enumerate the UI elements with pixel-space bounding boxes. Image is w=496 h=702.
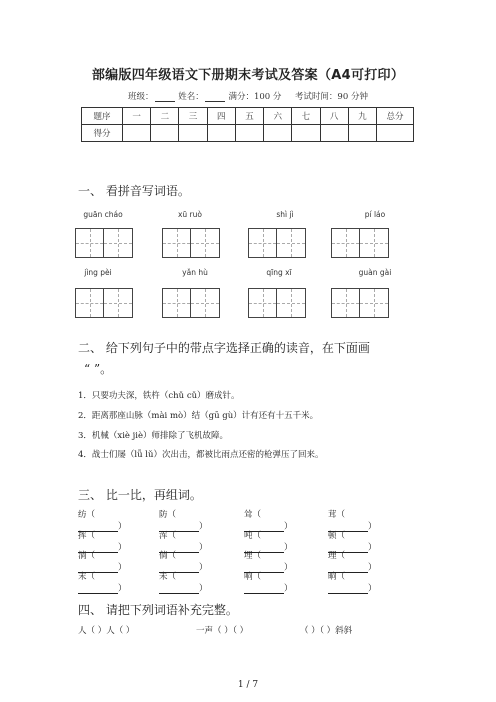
compare-item[interactable]: 末（） bbox=[78, 571, 127, 594]
score-cell[interactable] bbox=[377, 125, 414, 142]
compare-item[interactable]: 纺（） bbox=[78, 510, 127, 532]
compare-item[interactable]: 防（） bbox=[159, 510, 208, 532]
score-table bbox=[81, 107, 414, 142]
compare-item[interactable]: 未（） bbox=[159, 571, 208, 594]
pinyin-label: guān cháo bbox=[83, 210, 123, 219]
question-item: 4．战士们屡（lǚ lǔ）次出击，都被比雨点还密的枪弹压了回来。 bbox=[78, 450, 324, 460]
fill-item[interactable]: 人（ ）人（ ） bbox=[78, 626, 135, 636]
score-header-cell: 八 bbox=[320, 108, 348, 125]
compare-item[interactable]: 吨（） bbox=[244, 530, 293, 553]
class-label: 班级： bbox=[128, 92, 154, 102]
exam-info bbox=[0, 90, 496, 102]
compare-item[interactable]: 茸（） bbox=[328, 510, 377, 532]
compare-char: 末 bbox=[78, 571, 87, 582]
score-row bbox=[82, 125, 414, 142]
pinyin-label: guàn gài bbox=[358, 268, 392, 277]
score-cell[interactable] bbox=[123, 125, 151, 142]
writing-grid[interactable] bbox=[248, 288, 306, 318]
score-header-cell: 五 bbox=[235, 108, 263, 125]
name-blank bbox=[205, 92, 225, 102]
score-header-cell: 二 bbox=[151, 108, 179, 125]
question-item: 3．机械（xiè jiè）师排除了飞机故障。 bbox=[78, 431, 229, 441]
compare-char: 倘 bbox=[159, 551, 168, 561]
compare-item[interactable]: 淌（） bbox=[78, 551, 127, 573]
score-header-cell: 题序 bbox=[82, 108, 123, 125]
score-header-cell: 总分 bbox=[377, 108, 414, 125]
answer-blank[interactable] bbox=[78, 584, 118, 594]
score-row-label: 得分 bbox=[82, 125, 123, 142]
section-4-title: 四、 请把下列词语补充完整。 bbox=[78, 603, 238, 617]
score-cell[interactable] bbox=[292, 125, 320, 142]
compare-char: 吨 bbox=[244, 530, 253, 541]
compare-char: 防 bbox=[159, 510, 168, 520]
question-item: 2．距离那座山脉（mài mò）结（gū gù）计有还有十五千米。 bbox=[78, 411, 319, 421]
score-header-cell: 四 bbox=[207, 108, 235, 125]
compare-char: 茸 bbox=[328, 510, 337, 520]
section-1-title: 一、 看拼音写词语。 bbox=[78, 184, 190, 198]
answer-blank[interactable] bbox=[328, 584, 368, 594]
score-cell[interactable] bbox=[207, 125, 235, 142]
writing-grid[interactable] bbox=[75, 228, 133, 258]
fill-item[interactable]: 一声（ ）（ ） bbox=[196, 626, 249, 636]
compare-item[interactable]: 挥（） bbox=[78, 530, 127, 553]
compare-char: 埋 bbox=[244, 551, 253, 561]
writing-grid[interactable] bbox=[331, 288, 389, 318]
score-header-cell: 七 bbox=[292, 108, 320, 125]
writing-grid[interactable] bbox=[162, 288, 220, 318]
score-header-cell: 三 bbox=[179, 108, 207, 125]
compare-item[interactable]: 浑（） bbox=[159, 530, 208, 553]
answer-blank[interactable] bbox=[159, 584, 199, 594]
compare-char: 浑 bbox=[159, 530, 168, 541]
section-2-title: 二、 给下列句子中的带点字选择正确的读音，在下面画 bbox=[78, 341, 370, 355]
pinyin-label: xū ruò bbox=[177, 210, 202, 219]
compare-item[interactable]: 理（） bbox=[328, 551, 377, 573]
score-header-row bbox=[82, 108, 414, 125]
compare-char: 晌 bbox=[328, 571, 337, 582]
fill-item[interactable]: （ ）（ ）斜斜 bbox=[300, 626, 353, 636]
writing-grid[interactable] bbox=[75, 288, 133, 318]
score-header-cell: 六 bbox=[264, 108, 292, 125]
compare-char: 响 bbox=[244, 571, 253, 582]
writing-grid[interactable] bbox=[162, 228, 220, 258]
pinyin-label: jìng pèi bbox=[84, 268, 112, 277]
section-3-title: 三、 比一比，再组词。 bbox=[78, 488, 202, 502]
compare-item[interactable]: 晌（） bbox=[328, 571, 377, 594]
exam-time: 考试时间：90 分钟 bbox=[294, 92, 368, 102]
pinyin-label: shì jì bbox=[276, 210, 294, 219]
compare-item[interactable]: 倘（） bbox=[159, 551, 208, 573]
compare-item[interactable]: 埋（） bbox=[244, 551, 293, 573]
score-cell[interactable] bbox=[264, 125, 292, 142]
score-cell[interactable] bbox=[348, 125, 376, 142]
name-label: 姓名： bbox=[178, 92, 204, 102]
score-cell[interactable] bbox=[235, 125, 263, 142]
section-2-title-cont: “ ”。 bbox=[84, 362, 113, 376]
pinyin-label: yǎn hù bbox=[182, 268, 208, 277]
writing-grid[interactable] bbox=[331, 228, 389, 258]
score-header-cell: 一 bbox=[123, 108, 151, 125]
score-cell[interactable] bbox=[151, 125, 179, 142]
doc-title: 部编版四年级语文下册期末考试及答案（A4可打印） bbox=[91, 68, 405, 83]
class-blank bbox=[155, 92, 175, 102]
writing-grid[interactable] bbox=[248, 228, 306, 258]
score-cell[interactable] bbox=[320, 125, 348, 142]
score-header-cell: 九 bbox=[348, 108, 376, 125]
question-item: 1．只要功夫深，铁杵（chǔ cǔ）磨成针。 bbox=[78, 391, 240, 401]
compare-item[interactable]: 响（） bbox=[244, 571, 293, 594]
full-score: 满分：100 分 bbox=[228, 92, 282, 102]
compare-item[interactable]: 顿（） bbox=[328, 530, 377, 553]
compare-char: 未 bbox=[159, 571, 168, 582]
compare-char: 顿 bbox=[328, 530, 337, 541]
pinyin-label: qīng xī bbox=[266, 268, 292, 277]
compare-char: 淌 bbox=[78, 551, 87, 561]
answer-blank[interactable] bbox=[244, 584, 284, 594]
compare-char: 挥 bbox=[78, 530, 87, 541]
compare-char: 耸 bbox=[244, 510, 253, 520]
compare-item[interactable]: 耸（） bbox=[244, 510, 293, 532]
pinyin-label: pí láo bbox=[364, 210, 386, 219]
compare-char: 理 bbox=[328, 551, 337, 561]
compare-char: 纺 bbox=[78, 510, 87, 520]
page-number: 1 / 7 bbox=[237, 680, 259, 690]
score-cell[interactable] bbox=[179, 125, 207, 142]
